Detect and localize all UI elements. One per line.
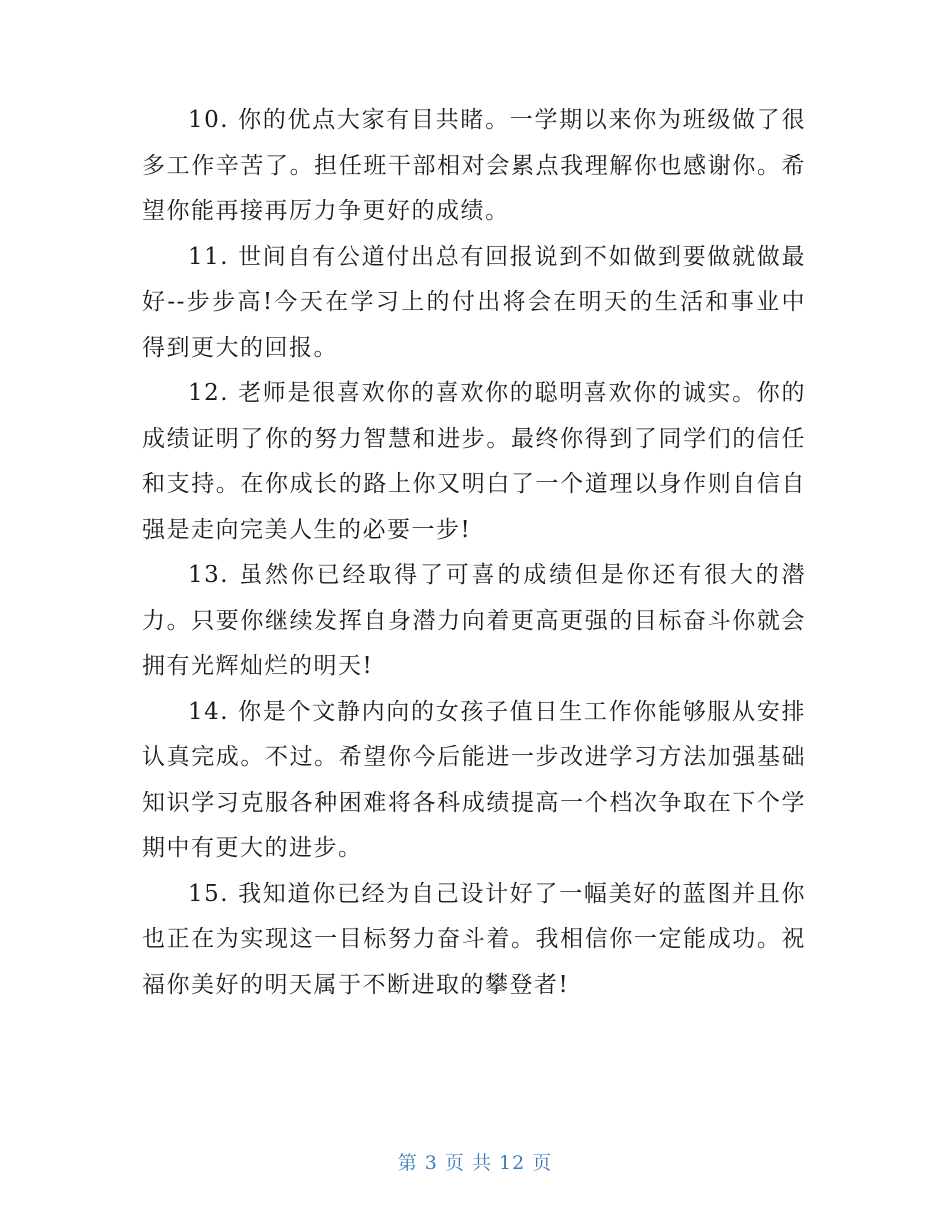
paragraph-10: 10. 你的优点大家有目共睹。一学期以来你为班级做了很多工作辛苦了。担任班干部相对会累点我理解你也感谢你。希望你能再接再厉力争更好的成绩。 bbox=[142, 107, 806, 224]
paragraph-15: 15. 我知道你已经为自己设计好了一幅美好的蓝图并且你也正在为实现这一目标努力奋斗着。我相信你一定能成功。祝福你美好的明天属于不断进取的攀登者! bbox=[142, 880, 806, 998]
paragraph-12: 12. 老师是很喜欢你的喜欢你的聪明喜欢你的诚实。你的成绩证明了你的努力智慧和进步。最终你得到了同学们的信任和支持。在你成长的路上你又明白了一个道理以身作则自信自强是走向完美人生的必要一步! bbox=[142, 380, 806, 543]
document-body bbox=[142, 98, 806, 1008]
page-number-footer: 第 3 页 共 12 页 bbox=[397, 1152, 553, 1174]
paragraph-13: 13. 虽然你已经取得了可喜的成绩但是你还有很大的潜力。只要你继续发挥自身潜力向着更高更强的目标奋斗你就会拥有光辉灿烂的明天! bbox=[142, 562, 806, 679]
paragraph-14: 14. 你是个文静内向的女孩子值日生工作你能够服从安排认真完成。不过。希望你今后能进一步改进学习方法加强基础知识学习克服各种困难将各科成绩提高一个档次争取在下个学期中有更大的进步。 bbox=[142, 698, 806, 861]
paragraph-11: 11. 世间自有公道付出总有回报说到不如做到要做就做最好--步步高!今天在学习上的付出将会在明天的生活和事业中得到更大的回报。 bbox=[142, 243, 806, 361]
